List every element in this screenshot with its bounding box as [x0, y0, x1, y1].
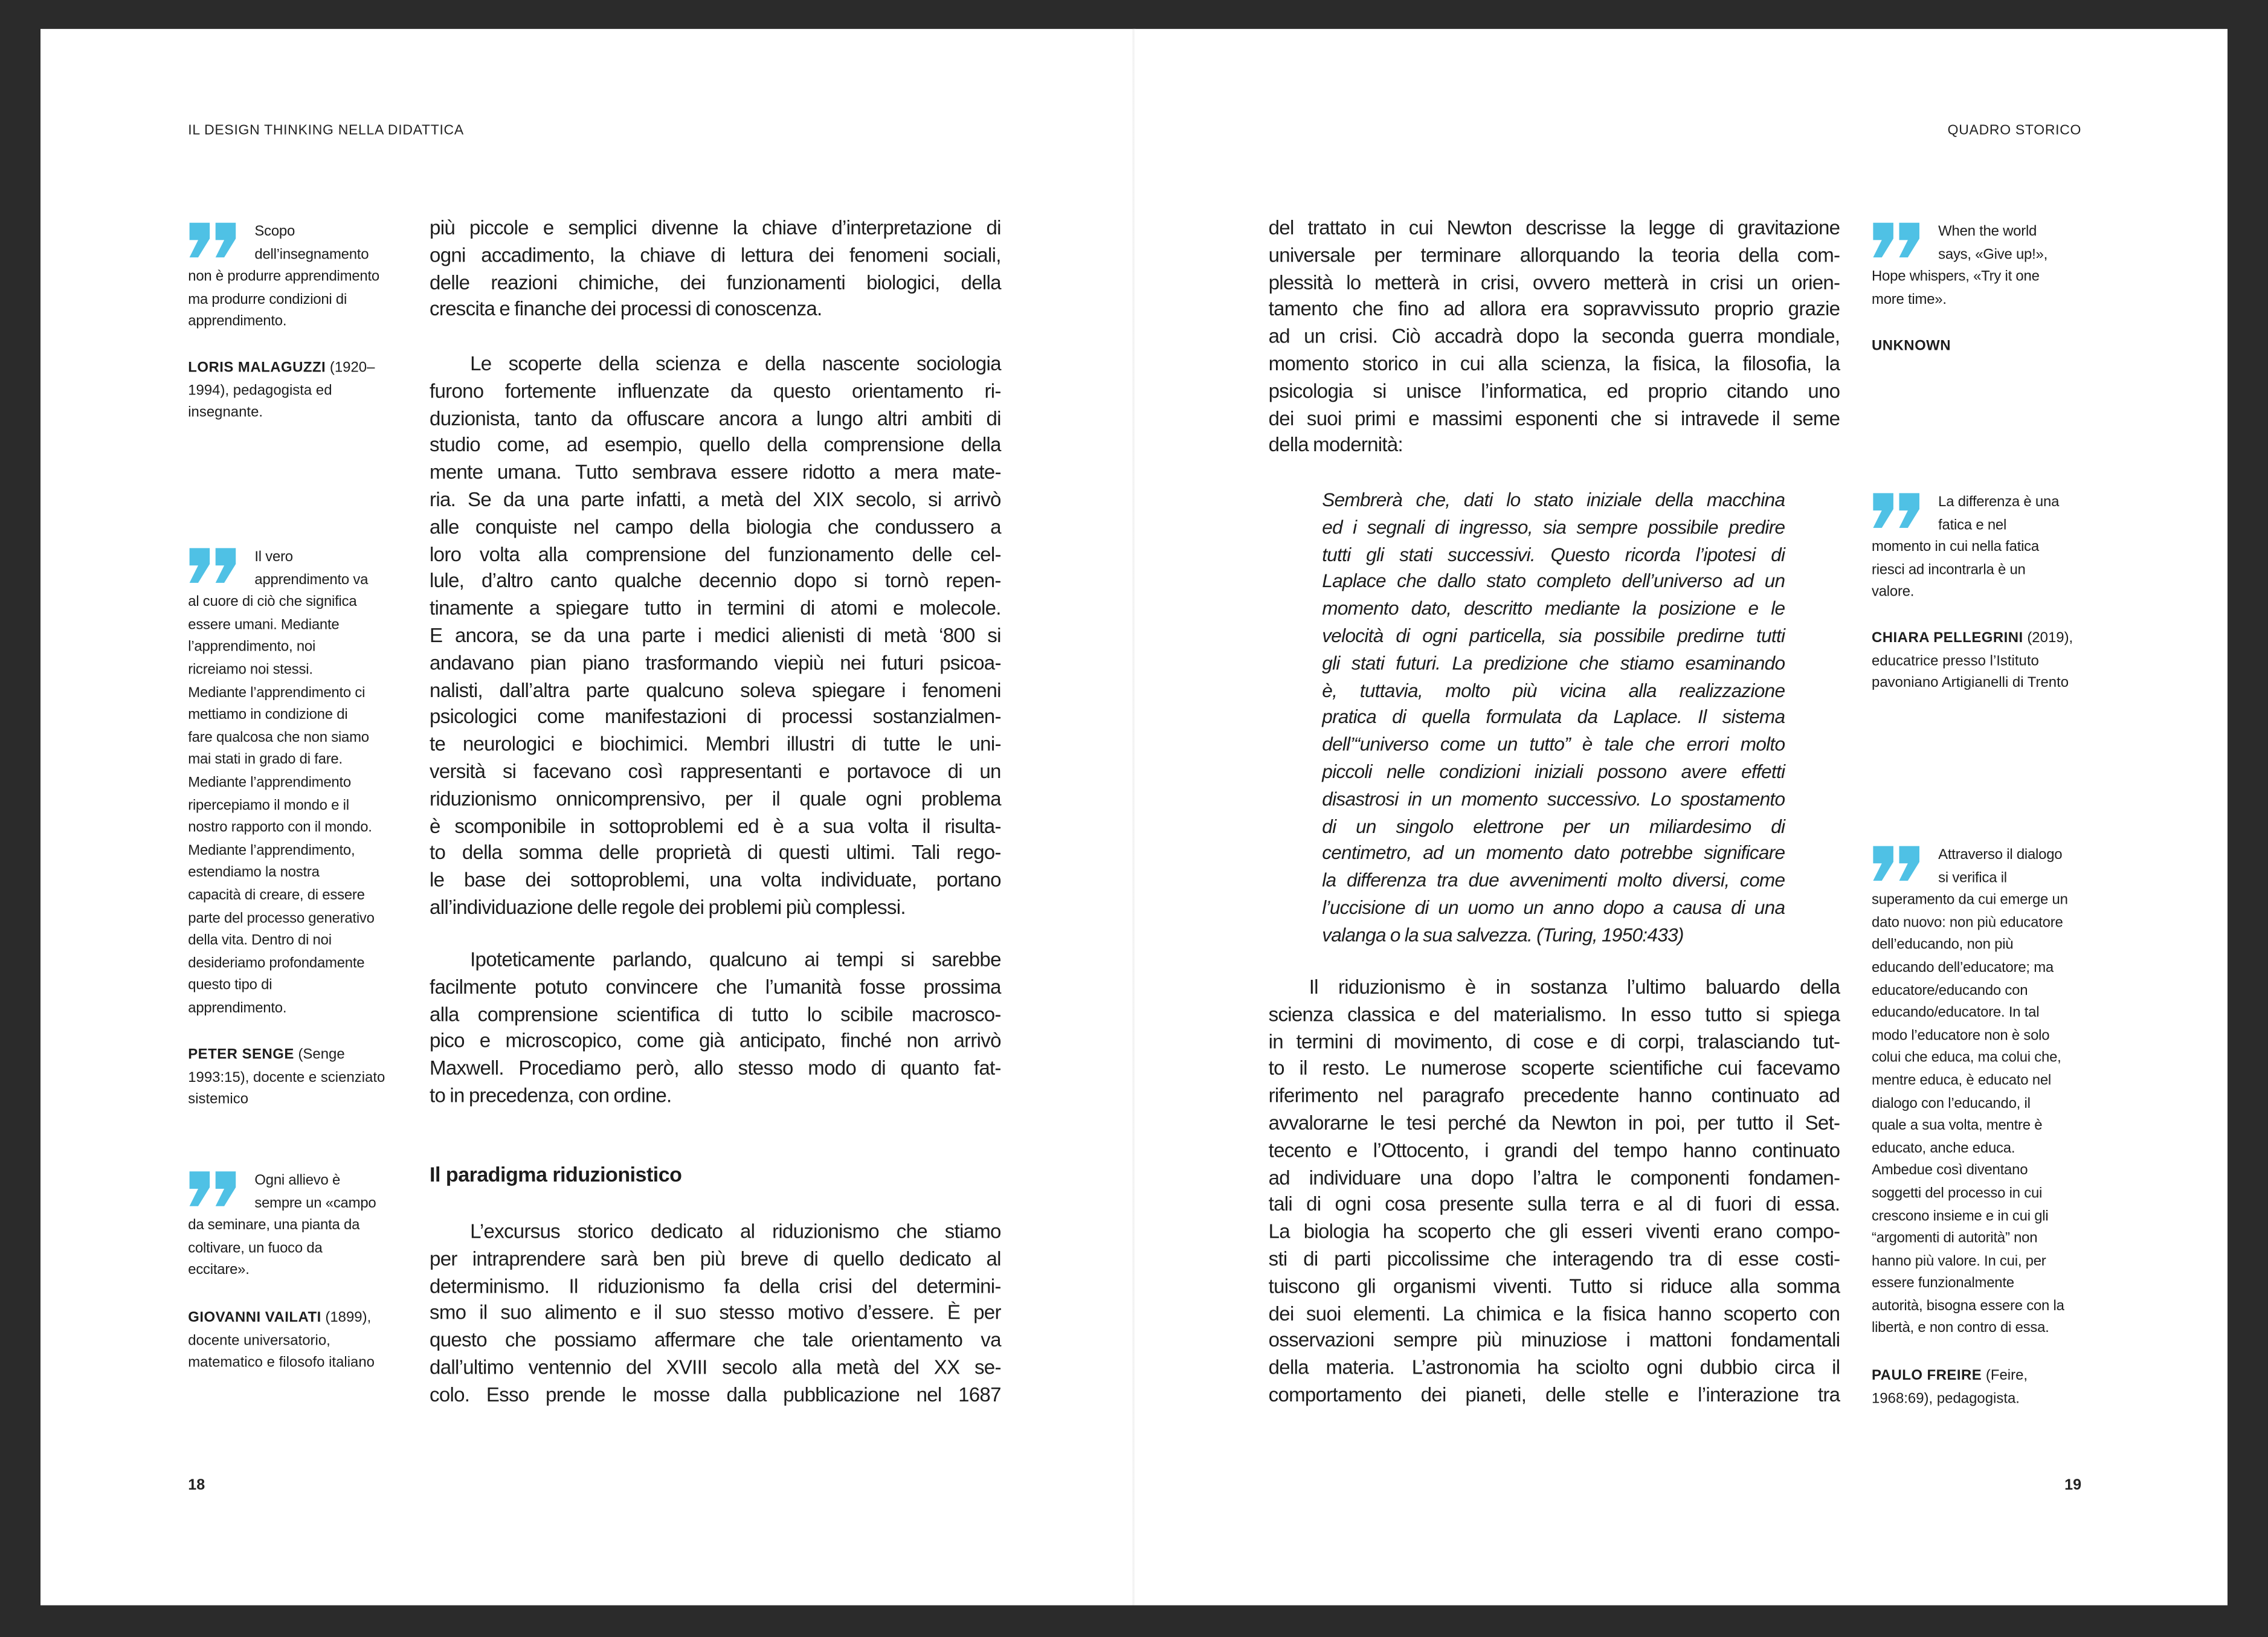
- quote-line: educando/educatore. In tal: [1872, 1005, 2040, 1021]
- author-note: (Feire, 1968:69), pedagogista.: [1872, 1368, 2028, 1407]
- author-name: CHIARA PELLEGRINI: [1872, 630, 2023, 647]
- author-note: (2019), educatrice presso l’Istituto pavoniano Artigianelli di Trento: [1872, 630, 2073, 692]
- text-line: gli stati futuri. La predizione che stiamo esaminando: [1322, 652, 1785, 674]
- text-line: alle conquiste nel campo della biologia che condussero a: [430, 516, 1001, 538]
- quote-line: superamento da cui emerge un: [1872, 892, 2068, 909]
- text-line: duzionista, tanto da offuscare ancora a lungo altri ambiti di: [430, 407, 1001, 429]
- text-line: versità si facevano così rappresentanti e portavoce di un: [430, 761, 1001, 783]
- text-line: riduzionismo onnicomprensivo, per il quale ogni problema: [430, 788, 1001, 810]
- text-line: ed i segnali di ingresso, sia sempre possibile predire: [1322, 516, 1785, 538]
- quote-line: parte del processo generativo: [188, 910, 375, 927]
- quote-line: momento in cui nella fatica: [1872, 539, 2040, 556]
- quote-line: riesci ad incontrarla è un: [1872, 562, 2026, 579]
- text-line: Il riduzionismo è in sostanza l’ultimo baluardo della: [1309, 976, 1840, 998]
- quote-line: fatica e nel: [1938, 517, 2007, 533]
- text-line: dall’ultimo ventennio del XVIII secolo alla metà del XX se-: [430, 1356, 1001, 1378]
- quote-line: della vita. Dentro di noi: [188, 933, 332, 949]
- sidebar-quote: [188, 1170, 408, 1283]
- quote-line: ma produrre condizioni di: [188, 292, 347, 308]
- page-fold: [1133, 29, 1136, 1606]
- text-line: mente umana. Tutto sembrava essere ridotto a mera mate-: [430, 462, 1001, 484]
- quote-line: La differenza è una: [1938, 494, 2060, 511]
- quote-line: apprendimento.: [188, 1000, 287, 1017]
- text-line: to il resto. Le numerose scoperte scientifiche cui facevamo: [1268, 1058, 1840, 1079]
- quote-attribution: [1872, 335, 2089, 358]
- text-line: è scomponibile in sottoproblemi ed è a sua volta il risulta-: [430, 815, 1001, 837]
- text-line: nalisti, dall’altra parte qualcuno soleva spiegare i fenomeni: [430, 679, 1001, 701]
- block-quote: [1322, 487, 1785, 950]
- quote-line: When the world: [1938, 224, 2037, 240]
- quote-line: si verifica il: [1938, 870, 2007, 886]
- text-line: psicologici come manifestazioni di processi sostanzialmen-: [430, 706, 1001, 728]
- text-line: psicologia si unisce l’informatica, ed proprio citando uno: [1268, 380, 1840, 402]
- text-line: universale per terminare allorquando la teoria della com-: [1268, 244, 1840, 266]
- text-line: Laplace che dallo stato completo dell’universo ad un: [1322, 570, 1785, 593]
- text-line: studio come, ad esempio, quello della comprensione della: [430, 434, 1001, 457]
- body-paragraph: [430, 352, 1001, 922]
- quote-line: crescono insieme e in cui gli: [1872, 1208, 2049, 1224]
- running-head-right: QUADRO STORICO: [1947, 123, 2082, 139]
- quote-line: Ambedue così diventano: [1872, 1163, 2028, 1179]
- text-line: dell’“universo come un tutto” è tale che errori molto: [1322, 733, 1785, 756]
- text-line: piccoli nelle condizioni iniziali possono avere effetti: [1322, 761, 1785, 783]
- author-name: LORIS MALAGUZZI: [188, 360, 326, 376]
- text-line: tuiscono gli organismi viventi. Tutto si riduce alla somma: [1268, 1275, 1840, 1297]
- quote-line: coltivare, un fuoco da: [188, 1240, 323, 1256]
- quote-line: apprendimento va: [254, 572, 369, 588]
- quote-line: da seminare, una pianta da: [188, 1218, 360, 1234]
- quote-line: says, «Give up!»,: [1938, 246, 2048, 263]
- quote-line: apprendimento.: [188, 314, 287, 330]
- quote-line: ripercepiamo il mondo e il: [188, 797, 349, 814]
- body-paragraph: [430, 947, 1001, 1110]
- quote-icon: [1872, 221, 1921, 259]
- quote-line: mettiamo in condizione di: [188, 707, 348, 724]
- text-line: ad individuare una dopo l’altra le componenti fondamen-: [1268, 1166, 1840, 1188]
- quote-line: fare qualcosa che non siamo: [188, 730, 369, 746]
- body-paragraph: [1269, 975, 1840, 1410]
- text-line: te neurologici e biochimici. Membri illustri di tutte le uni-: [430, 733, 1001, 756]
- quote-icon: [188, 547, 237, 584]
- quote-line: modo l’educatore non è solo: [1872, 1028, 2050, 1044]
- quote-attribution: [1872, 1365, 2060, 1410]
- text-line: sti di parti piccolissime che interagendo tra di esse costi-: [1268, 1248, 1840, 1270]
- text-line: loro volta alla comprensione del funzionamento delle cel-: [430, 543, 1001, 565]
- quote-line: estendiamo la nostra: [188, 865, 320, 881]
- quote-line: eccitare».: [188, 1262, 250, 1279]
- page-number-left: 18: [188, 1476, 205, 1494]
- quote-attribution: [188, 357, 405, 425]
- text-line: della modernità:: [1268, 434, 1403, 457]
- sidebar-quote: [1872, 221, 2092, 311]
- text-line: Sembrerà che, dati lo stato iniziale della macchina: [1322, 489, 1785, 511]
- quote-line: Il vero: [254, 549, 293, 566]
- quote-line: Ogni allievo è: [254, 1172, 341, 1189]
- quote-line: dialogo con l’educando, il: [1872, 1095, 2031, 1111]
- text-line: pratica di quella formulata da Laplace. Il sistema: [1322, 706, 1785, 728]
- quote-line: desideriamo profondamente: [188, 955, 365, 972]
- quote-icon: [1872, 844, 1921, 882]
- quote-line: essere umani. Mediante: [188, 617, 340, 634]
- quote-line: Attraverso il dialogo: [1938, 847, 2063, 864]
- author-name: UNKNOWN: [1872, 338, 1951, 355]
- text-line: tali di ogni cosa presente sulla terra e al di fuori di essa.: [1268, 1194, 1840, 1215]
- text-line: ogni accadimento, la chiave di lettura dei fenomeni sociali,: [430, 244, 1001, 266]
- quote-line: dato nuovo: non più educatore: [1872, 915, 2063, 931]
- body-paragraph: [430, 1219, 1001, 1409]
- quote-line: soggetti del processo in cui: [1872, 1185, 2043, 1202]
- quote-line: nostro rapporto con il mondo.: [188, 820, 372, 837]
- quote-line: essere funzionalmente: [1872, 1276, 2014, 1292]
- quote-line: Mediante l’apprendimento ci: [188, 684, 366, 701]
- text-line: questo che possiamo affermare che tale orientamento va: [430, 1329, 1001, 1351]
- quote-icon: [188, 221, 237, 259]
- text-line: L’excursus storico dedicato al riduzionismo che stiamo: [470, 1220, 1001, 1243]
- quote-line: educando dell’educatore; ma: [1872, 960, 2054, 976]
- text-line: per intraprendere sarà ben più breve di quello dedicato al: [430, 1247, 1001, 1270]
- text-line: comportamento dei pianeti, delle stelle e l’interazione tra: [1268, 1384, 1840, 1406]
- text-line: le base dei sottoproblemi, una volta individuate, portano: [430, 869, 1001, 892]
- sidebar-quote: [1872, 844, 2092, 1340]
- page-number-right: 19: [2064, 1476, 2082, 1494]
- text-line: andavano pian piano trasformando viepiù nei futuri psicoa-: [430, 652, 1001, 674]
- quote-line: libertà, e non contro di essa.: [1872, 1320, 2049, 1337]
- author-name: PETER SENGE: [188, 1047, 294, 1063]
- text-line: riferimento nel paragrafo precedente hanno continuato ad: [1268, 1085, 1840, 1107]
- quote-line: al cuore di ciò che significa: [188, 594, 357, 611]
- quote-line: ricreiamo noi stessi.: [188, 662, 313, 678]
- quote-line: dell’educando, non più: [1872, 937, 2014, 954]
- text-line: furono fortemente influenzate da questo orientamento ri-: [430, 380, 1001, 402]
- quote-line: dell’insegnamento: [254, 246, 369, 263]
- text-line: dei suoi primi e massimi esponenti che si intravede il seme: [1268, 407, 1840, 429]
- text-line: pico e microscopico, come già anticipato, finché non arrivò: [430, 1030, 1001, 1052]
- text-line: valanga o la sua salvezza. (Turing, 1950:433): [1322, 924, 1684, 946]
- quote-line: mentre educa, è educato nel: [1872, 1073, 2052, 1089]
- text-line: tecento e l’Ottocento, i grandi del tempo hanno continuato: [1268, 1139, 1840, 1161]
- text-line: la differenza tra due avvenimenti molto diversi, come: [1322, 869, 1785, 892]
- quote-line: sempre un «campo: [254, 1195, 376, 1212]
- quote-line: Mediante l’apprendimento: [188, 775, 352, 791]
- text-line: Ipoteticamente parlando, qualcuno ai tempi si sarebbe: [470, 948, 1001, 971]
- text-line: tutti gli stati successivi. Questo ricorda l’ipotesi di: [1322, 543, 1785, 565]
- quote-line: Hope whispers, «Try it one: [1872, 269, 2040, 286]
- quote-line: educatore/educando con: [1872, 982, 2028, 999]
- text-line: La biologia ha scoperto che gli esseri viventi erano compo-: [1268, 1221, 1840, 1243]
- sidebar-quote: [188, 221, 408, 334]
- quote-line: Scopo: [254, 224, 295, 240]
- quote-line: “argomenti di autorità” non: [1872, 1230, 2038, 1247]
- quote-line: autorità, bisogna essere con la: [1872, 1298, 2064, 1314]
- text-line: dei suoi elementi. La chimica e la fisica hanno scoperto con: [1268, 1302, 1840, 1324]
- text-line: E ancora, se da una parte i medici alienisti di metà ‘800 si: [430, 625, 1001, 647]
- text-line: di un singolo elettrone per un miliardesimo di: [1322, 815, 1785, 837]
- text-line: scienza classica e del materialismo. In esso tutto si spiega: [1268, 1003, 1840, 1025]
- text-line: colo. Esso prende le mosse dalla pubblicazione nel 1687: [430, 1383, 1001, 1406]
- author-name: PAULO FREIRE: [1872, 1368, 1982, 1385]
- quote-line: questo tipo di: [188, 978, 272, 994]
- text-line: centimetro, ad un momento dato potrebbe significare: [1322, 842, 1785, 864]
- text-line: ria. Se da una parte infatti, a metà del XIX secolo, si arrivò: [430, 489, 1001, 511]
- text-line: smo il suo alimento e il suo stesso motivo d’essere. È per: [430, 1302, 1001, 1324]
- text-line: determinismo. Il riduzionismo fa della crisi del determini-: [430, 1275, 1001, 1297]
- body-paragraph: [1269, 216, 1840, 460]
- quote-icon: [1872, 492, 1921, 529]
- quote-line: mai stati in grado di fare.: [188, 752, 343, 769]
- author-note: (1920–1994), pedagogista ed insegnante.: [188, 360, 375, 422]
- text-line: to in precedenza, con ordine.: [430, 1084, 672, 1107]
- text-line: alla comprensione scientifica di tutto lo scibile macrosco-: [430, 1003, 1001, 1025]
- body-paragraph: [430, 216, 1001, 324]
- text-line: lule, d’altro canto qualche decennio dopo si tornò repen-: [430, 570, 1001, 593]
- sidebar-quote: [188, 547, 408, 1020]
- quote-line: educato, anche educa.: [1872, 1140, 2015, 1157]
- text-line: plessità lo metterà in crisi, ovvero metterà in crisi un orien-: [1268, 271, 1840, 294]
- section-heading: Il paradigma riduzionistico: [430, 1164, 682, 1188]
- text-line: crescita e finanche dei processi di conoscenza.: [430, 298, 822, 321]
- text-line: osservazioni sempre più minuziose i mattoni fondamentali: [1268, 1330, 1840, 1351]
- quote-line: capacità di creare, di essere: [188, 887, 365, 904]
- text-line: ad un crisi. Ciò accadrà dopo la seconda guerra mondiale,: [1268, 326, 1840, 348]
- quote-line: colui che educa, ma colui che,: [1872, 1050, 2061, 1067]
- text-line: velocità di ogni particella, sia possibile predirne tutti: [1322, 625, 1785, 647]
- text-line: to della somma delle proprietà di questi ultimi. Tali rego-: [430, 842, 1001, 864]
- running-head-left: IL DESIGN THINKING NELLA DIDATTICA: [188, 123, 464, 139]
- text-line: del trattato in cui Newton descrisse la legge di gravitazione: [1268, 217, 1840, 239]
- text-line: all’individuazione delle regole dei problemi più complessi.: [430, 896, 906, 919]
- quote-line: hanno più valore. In cui, per: [1872, 1253, 2046, 1270]
- text-line: è, tuttavia, molto più vicina alla realizzazione: [1322, 679, 1785, 701]
- author-note: (Senge 1993:15), docente e scienziato sistemico: [188, 1047, 385, 1108]
- text-line: disastrosi in un momento successivo. Lo spostamento: [1322, 788, 1785, 810]
- quote-attribution: [188, 1307, 405, 1375]
- sidebar-quote: [1872, 492, 2092, 605]
- quote-line: quale a sua volta, mentre è: [1872, 1118, 2043, 1134]
- text-line: Le scoperte della scienza e della nascente sociologia: [470, 353, 1001, 375]
- text-line: l’uccisione di un uomo un anno dopo a causa di una: [1322, 896, 1785, 919]
- quote-line: more time».: [1872, 292, 1947, 308]
- quote-line: valore.: [1872, 585, 1915, 601]
- text-line: in termini di movimento, di cose e di corpi, tralasciando tut-: [1268, 1031, 1840, 1052]
- author-name: GIOVANNI VAILATI: [188, 1310, 321, 1327]
- text-line: avvalorarne le tesi perché da Newton in poi, per tutto il Set-: [1268, 1112, 1840, 1134]
- text-line: momento storico in cui alla scienza, la fisica, la filosofia, la: [1268, 353, 1840, 375]
- quote-attribution: [188, 1044, 405, 1112]
- text-line: tamento che fino ad allora era sopravvissuto proprio grazie: [1268, 298, 1840, 321]
- quote-attribution: [1872, 628, 2089, 695]
- author-note: (1899), docente universatorio, matematico e filosofo italiano: [188, 1310, 375, 1372]
- text-line: della materia. L’astronomia ha sciolto ogni dubbio circa il: [1268, 1357, 1840, 1378]
- quote-line: non è produrre apprendimento: [188, 269, 379, 286]
- text-line: Maxwell. Procediamo però, allo stesso modo di quanto fat-: [430, 1057, 1001, 1079]
- quote-line: l’apprendimento, noi: [188, 640, 316, 656]
- text-line: delle reazioni chimiche, dei funzionamenti biologici, della: [430, 271, 1001, 294]
- text-line: tinamente a spiegare tutto in termini di atomi e molecole.: [430, 597, 1001, 620]
- text-line: più piccole e semplici divenne la chiave d’interpretazione di: [430, 217, 1001, 239]
- quote-icon: [188, 1170, 237, 1208]
- quote-line: Mediante l’apprendimento,: [188, 843, 355, 859]
- text-line: facilmente potuto convincere che l’umanità fosse prossima: [430, 976, 1001, 998]
- text-line: momento dato, descritto mediante la posizione e le: [1322, 597, 1785, 620]
